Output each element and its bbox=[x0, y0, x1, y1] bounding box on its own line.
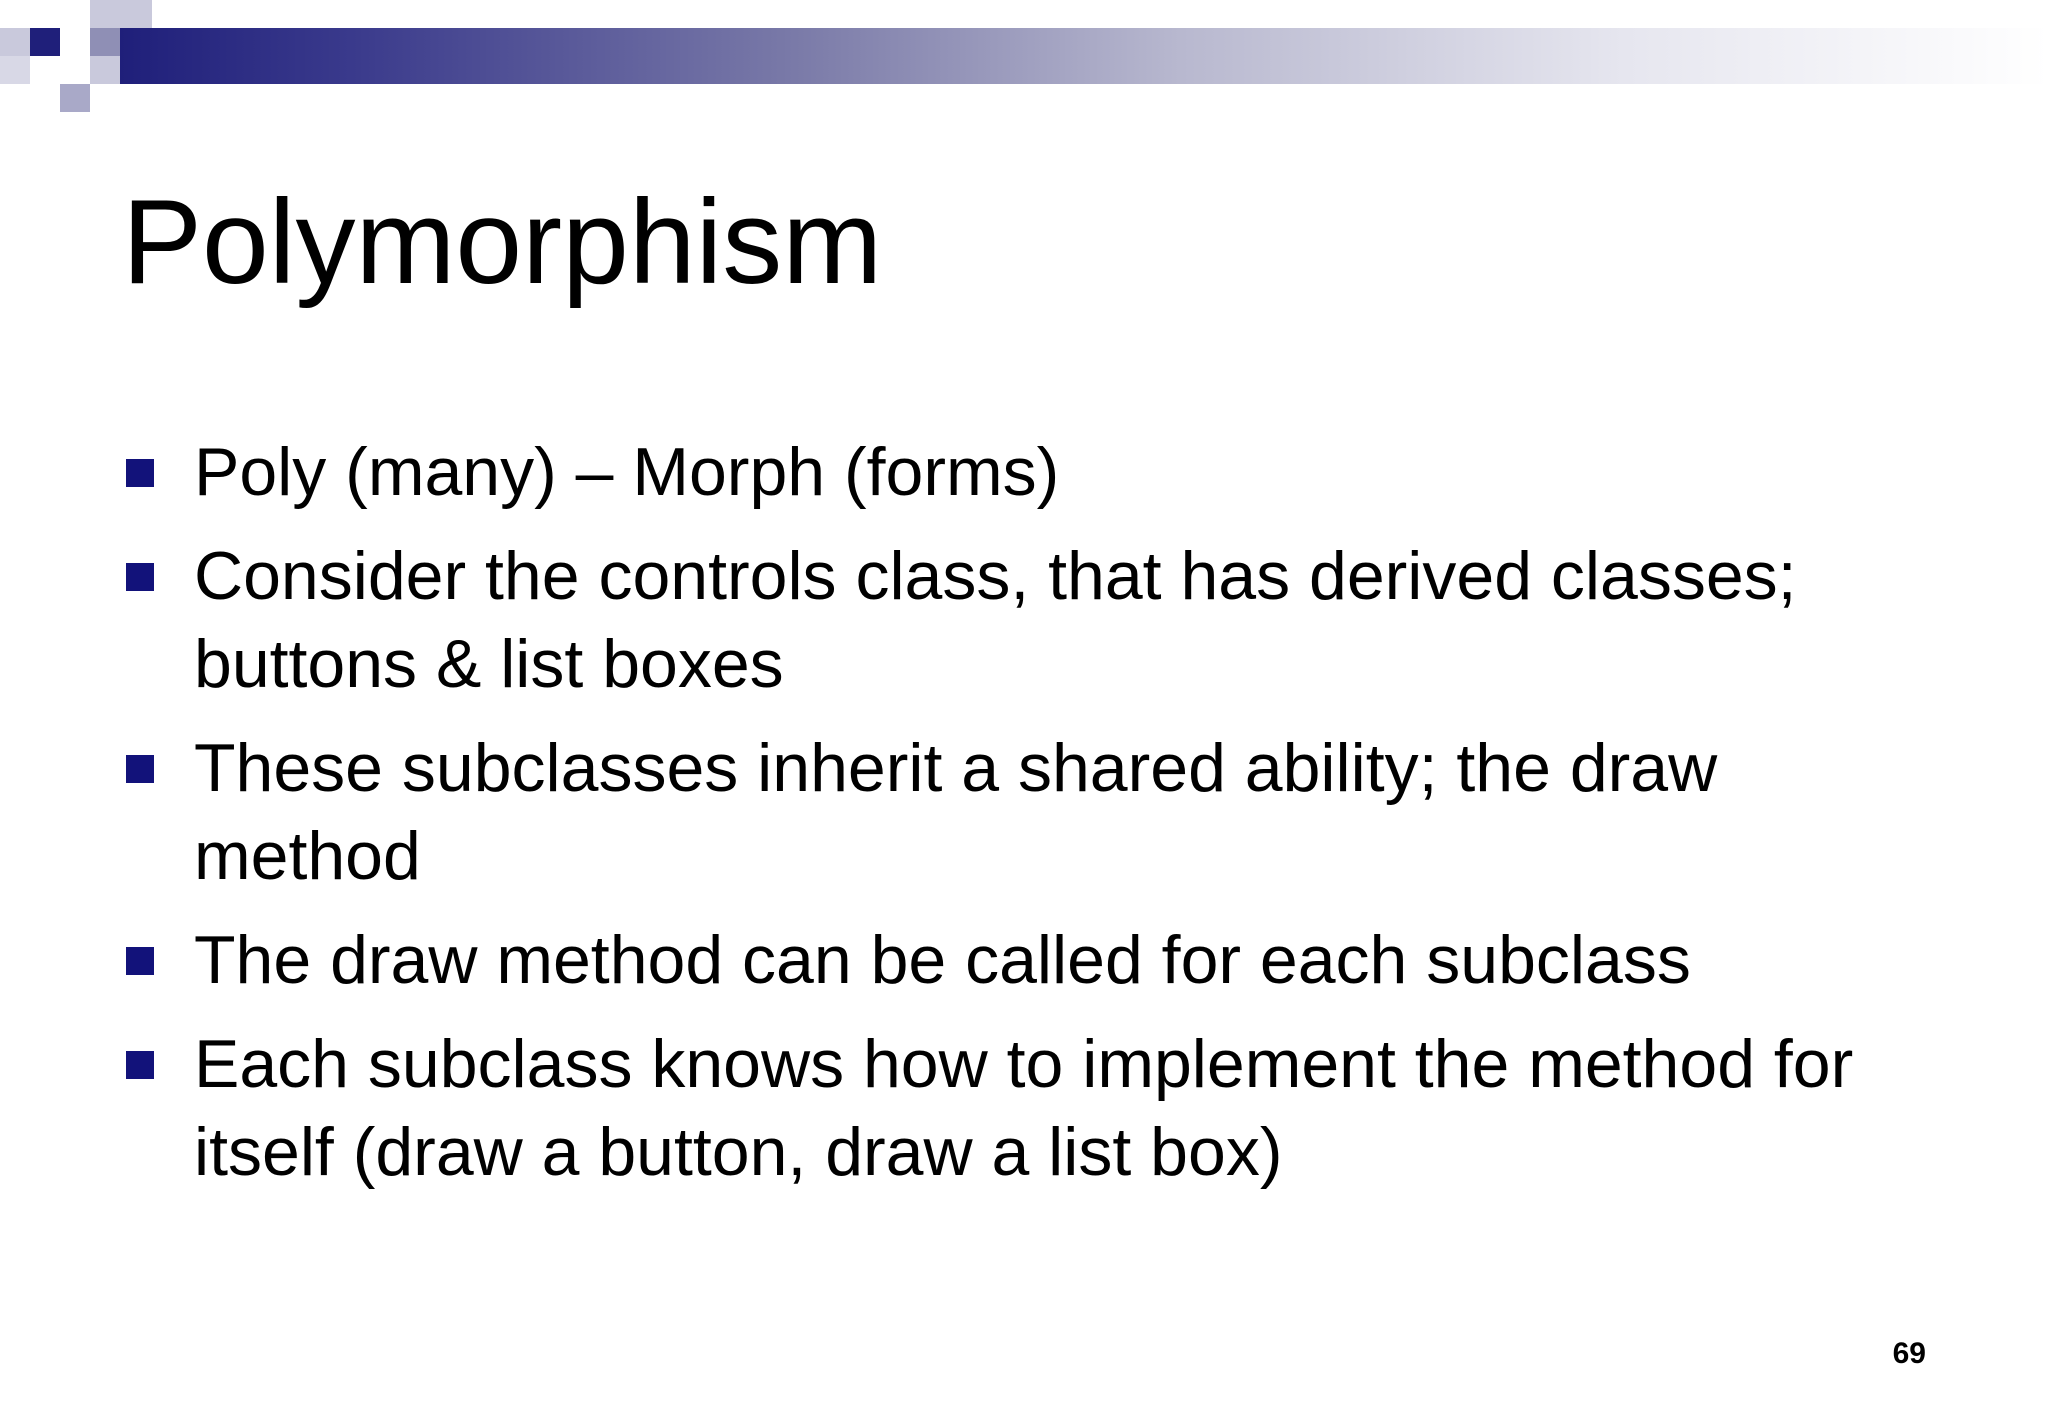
header-decor-square bbox=[90, 56, 120, 84]
square-bullet-icon bbox=[126, 1051, 154, 1079]
header-decor-square bbox=[0, 0, 90, 28]
header-decor-square bbox=[0, 28, 30, 56]
square-bullet-icon bbox=[126, 563, 154, 591]
bullet-text: The draw method can be called for each subclass bbox=[194, 922, 1691, 998]
square-bullet-icon bbox=[126, 947, 154, 975]
header-decor-square bbox=[0, 56, 30, 84]
bullet-text: Poly (many) – Morph (forms) bbox=[194, 434, 1060, 510]
bullet-item bbox=[126, 916, 1926, 1004]
bullet-text: Each subclass knows how to implement the method for itself (draw a button, draw a list box) bbox=[194, 1026, 1854, 1190]
bullet-text: Consider the controls class, that has derived classes; buttons & list boxes bbox=[194, 538, 1797, 702]
square-bullet-icon bbox=[126, 459, 154, 487]
slide-title: Polymorphism bbox=[122, 175, 883, 309]
header-decor-square bbox=[60, 28, 90, 56]
page-number: 69 bbox=[1892, 1337, 1926, 1370]
bullet-item bbox=[126, 532, 1926, 708]
bullet-item bbox=[126, 428, 1926, 516]
header-decor-square bbox=[60, 84, 90, 112]
header-decor-square bbox=[90, 0, 152, 28]
bullet-item bbox=[126, 1020, 1926, 1196]
header-decor-square bbox=[30, 28, 60, 56]
bullet-text: These subclasses inherit a shared ability; the draw method bbox=[194, 730, 1718, 894]
header-gradient-bar bbox=[120, 28, 2048, 84]
header-decor-square bbox=[30, 56, 90, 84]
square-bullet-icon bbox=[126, 755, 154, 783]
bullet-item bbox=[126, 724, 1926, 900]
bullet-list bbox=[126, 428, 1926, 1212]
